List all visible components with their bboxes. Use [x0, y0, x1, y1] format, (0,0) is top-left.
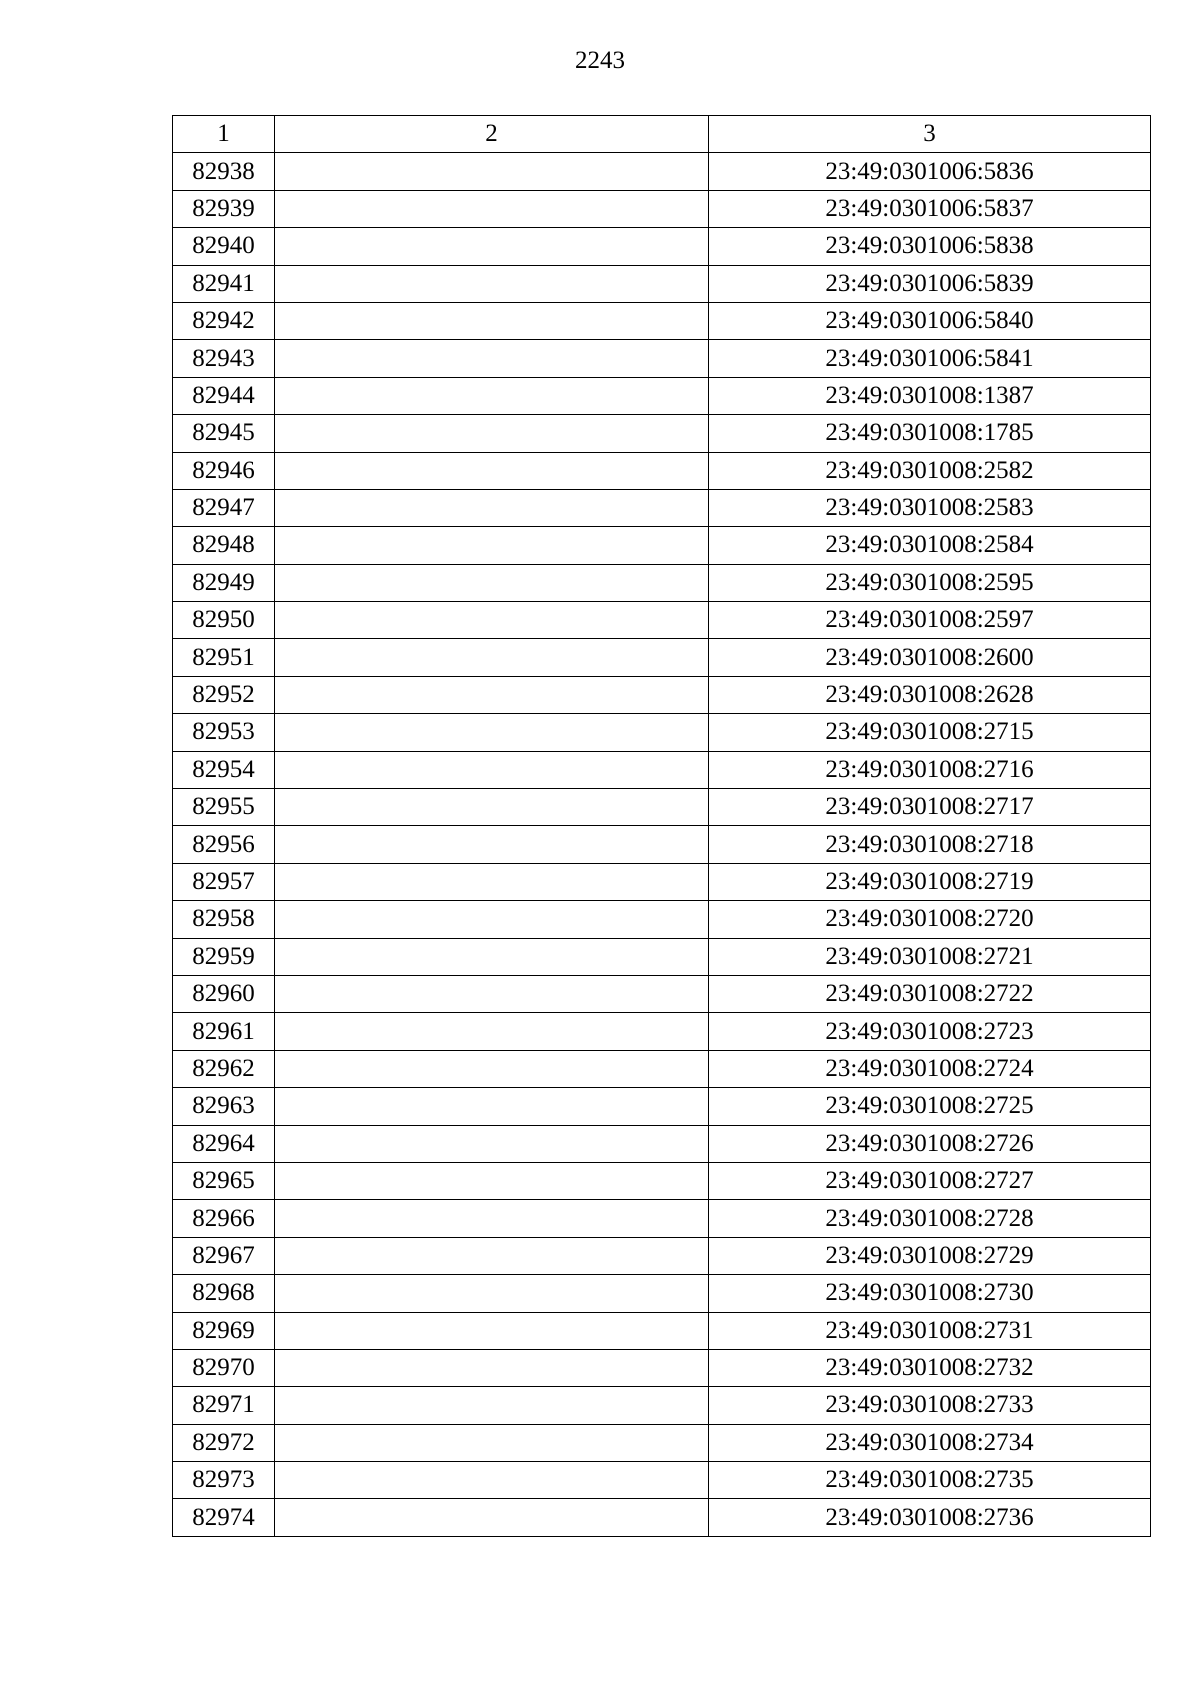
- table-row: [173, 863, 1151, 900]
- cell-row-number: 82951: [173, 639, 275, 676]
- table-row: [173, 377, 1151, 414]
- cell-row-number: 82974: [173, 1499, 275, 1536]
- cell-name: [275, 863, 709, 900]
- cell-row-number: 82938: [173, 153, 275, 190]
- cell-cadastral-number: 23:49:0301008:2584: [709, 527, 1151, 564]
- cell-name: [275, 302, 709, 339]
- cell-cadastral-number: 23:49:0301008:1387: [709, 377, 1151, 414]
- cell-cadastral-number: 23:49:0301006:5839: [709, 265, 1151, 302]
- table-row: [173, 826, 1151, 863]
- cell-cadastral-number: 23:49:0301008:2733: [709, 1387, 1151, 1424]
- cell-name: [275, 489, 709, 526]
- cell-cadastral-number: 23:49:0301008:2600: [709, 639, 1151, 676]
- table-row: [173, 1424, 1151, 1461]
- cell-cadastral-number: 23:49:0301006:5838: [709, 228, 1151, 265]
- cell-row-number: 82967: [173, 1237, 275, 1274]
- cell-name: [275, 1312, 709, 1349]
- cell-name: [275, 975, 709, 1012]
- cell-name: [275, 1162, 709, 1199]
- cell-cadastral-number: 23:49:0301008:2726: [709, 1125, 1151, 1162]
- table-row: [173, 751, 1151, 788]
- table-header-row: [173, 116, 1151, 153]
- page-number: 2243: [575, 47, 625, 74]
- cell-cadastral-number: 23:49:0301006:5837: [709, 190, 1151, 227]
- cell-row-number: 82961: [173, 1013, 275, 1050]
- cell-cadastral-number: 23:49:0301008:2730: [709, 1275, 1151, 1312]
- cell-name: [275, 190, 709, 227]
- cell-cadastral-number: 23:49:0301008:2717: [709, 789, 1151, 826]
- table-row: [173, 1200, 1151, 1237]
- table-row: [173, 1499, 1151, 1536]
- table-row: [173, 602, 1151, 639]
- cell-row-number: 82945: [173, 415, 275, 452]
- table-row: [173, 1349, 1151, 1386]
- cell-row-number: 82973: [173, 1462, 275, 1499]
- cell-name: [275, 377, 709, 414]
- cell-row-number: 82971: [173, 1387, 275, 1424]
- cell-row-number: 82972: [173, 1424, 275, 1461]
- cell-cadastral-number: 23:49:0301008:2722: [709, 975, 1151, 1012]
- cell-row-number: 82966: [173, 1200, 275, 1237]
- column-header-3: 3: [709, 116, 1151, 153]
- register-table: [172, 115, 1151, 1537]
- table-row: [173, 938, 1151, 975]
- table-row: [173, 1013, 1151, 1050]
- table-row: [173, 1462, 1151, 1499]
- cell-row-number: 82955: [173, 789, 275, 826]
- cell-row-number: 82950: [173, 602, 275, 639]
- table-row: [173, 975, 1151, 1012]
- table-row: [173, 1237, 1151, 1274]
- cell-cadastral-number: 23:49:0301008:2734: [709, 1424, 1151, 1461]
- cell-name: [275, 340, 709, 377]
- cell-name: [275, 564, 709, 601]
- cell-cadastral-number: 23:49:0301008:2735: [709, 1462, 1151, 1499]
- cell-row-number: 82954: [173, 751, 275, 788]
- cell-row-number: 82968: [173, 1275, 275, 1312]
- cell-name: [275, 676, 709, 713]
- cell-row-number: 82962: [173, 1050, 275, 1087]
- cell-row-number: 82963: [173, 1088, 275, 1125]
- table-row: [173, 265, 1151, 302]
- cell-cadastral-number: 23:49:0301008:2721: [709, 938, 1151, 975]
- cell-cadastral-number: 23:49:0301006:5841: [709, 340, 1151, 377]
- cell-row-number: 82956: [173, 826, 275, 863]
- cell-row-number: 82960: [173, 975, 275, 1012]
- table-row: [173, 1125, 1151, 1162]
- table-row: [173, 1162, 1151, 1199]
- table-row: [173, 302, 1151, 339]
- table-row: [173, 564, 1151, 601]
- cell-name: [275, 1275, 709, 1312]
- cell-row-number: 82959: [173, 938, 275, 975]
- cell-name: [275, 1125, 709, 1162]
- column-header-1: 1: [173, 116, 275, 153]
- cell-name: [275, 901, 709, 938]
- cell-name: [275, 1387, 709, 1424]
- cell-cadastral-number: 23:49:0301006:5840: [709, 302, 1151, 339]
- cell-cadastral-number: 23:49:0301008:2731: [709, 1312, 1151, 1349]
- cell-name: [275, 1424, 709, 1461]
- cell-row-number: 82958: [173, 901, 275, 938]
- cell-name: [275, 1462, 709, 1499]
- table-row: [173, 527, 1151, 564]
- table-row: [173, 789, 1151, 826]
- table-row: [173, 714, 1151, 751]
- cell-cadastral-number: 23:49:0301008:2719: [709, 863, 1151, 900]
- cell-row-number: 82969: [173, 1312, 275, 1349]
- cell-cadastral-number: 23:49:0301008:2628: [709, 676, 1151, 713]
- table-row: [173, 489, 1151, 526]
- cell-row-number: 82943: [173, 340, 275, 377]
- cell-name: [275, 1349, 709, 1386]
- cell-cadastral-number: 23:49:0301008:2732: [709, 1349, 1151, 1386]
- cell-row-number: 82965: [173, 1162, 275, 1199]
- cell-cadastral-number: 23:49:0301008:2718: [709, 826, 1151, 863]
- cell-name: [275, 1013, 709, 1050]
- table-row: [173, 1050, 1151, 1087]
- cell-cadastral-number: 23:49:0301008:2716: [709, 751, 1151, 788]
- cell-name: [275, 639, 709, 676]
- cell-name: [275, 789, 709, 826]
- cell-cadastral-number: 23:49:0301008:2725: [709, 1088, 1151, 1125]
- cell-name: [275, 228, 709, 265]
- cell-row-number: 82939: [173, 190, 275, 227]
- cell-cadastral-number: 23:49:0301008:2715: [709, 714, 1151, 751]
- cell-row-number: 82948: [173, 527, 275, 564]
- cell-name: [275, 938, 709, 975]
- cell-name: [275, 1088, 709, 1125]
- cell-row-number: 82947: [173, 489, 275, 526]
- table-row: [173, 228, 1151, 265]
- cell-name: [275, 1050, 709, 1087]
- cell-name: [275, 1237, 709, 1274]
- table-body: [173, 153, 1151, 1536]
- table-row: [173, 415, 1151, 452]
- cell-cadastral-number: 23:49:0301008:2728: [709, 1200, 1151, 1237]
- cell-row-number: 82941: [173, 265, 275, 302]
- cell-name: [275, 602, 709, 639]
- cell-row-number: 82952: [173, 676, 275, 713]
- table-row: [173, 639, 1151, 676]
- table-row: [173, 676, 1151, 713]
- cell-row-number: 82940: [173, 228, 275, 265]
- table-row: [173, 901, 1151, 938]
- table-row: [173, 190, 1151, 227]
- cell-row-number: 82964: [173, 1125, 275, 1162]
- cell-cadastral-number: 23:49:0301008:2723: [709, 1013, 1151, 1050]
- cell-cadastral-number: 23:49:0301008:2582: [709, 452, 1151, 489]
- cell-name: [275, 415, 709, 452]
- cell-row-number: 82942: [173, 302, 275, 339]
- table-row: [173, 1312, 1151, 1349]
- cell-row-number: 82946: [173, 452, 275, 489]
- cell-name: [275, 826, 709, 863]
- cell-cadastral-number: 23:49:0301006:5836: [709, 153, 1151, 190]
- cell-cadastral-number: 23:49:0301008:2724: [709, 1050, 1151, 1087]
- cell-cadastral-number: 23:49:0301008:2583: [709, 489, 1151, 526]
- table-row: [173, 153, 1151, 190]
- column-header-2: 2: [275, 116, 709, 153]
- table-row: [173, 340, 1151, 377]
- cell-name: [275, 714, 709, 751]
- cell-cadastral-number: 23:49:0301008:2729: [709, 1237, 1151, 1274]
- cell-name: [275, 1200, 709, 1237]
- cell-name: [275, 265, 709, 302]
- cell-cadastral-number: 23:49:0301008:2736: [709, 1499, 1151, 1536]
- table-row: [173, 1387, 1151, 1424]
- cell-cadastral-number: 23:49:0301008:2720: [709, 901, 1151, 938]
- cell-cadastral-number: 23:49:0301008:2597: [709, 602, 1151, 639]
- cell-name: [275, 751, 709, 788]
- table-row: [173, 1275, 1151, 1312]
- cell-row-number: 82949: [173, 564, 275, 601]
- table-row: [173, 452, 1151, 489]
- cell-cadastral-number: 23:49:0301008:2595: [709, 564, 1151, 601]
- cell-name: [275, 153, 709, 190]
- cell-name: [275, 1499, 709, 1536]
- cell-row-number: 82957: [173, 863, 275, 900]
- cell-cadastral-number: 23:49:0301008:2727: [709, 1162, 1151, 1199]
- cell-name: [275, 527, 709, 564]
- table-row: [173, 1088, 1151, 1125]
- cell-row-number: 82953: [173, 714, 275, 751]
- cell-name: [275, 452, 709, 489]
- cell-row-number: 82970: [173, 1349, 275, 1386]
- cell-row-number: 82944: [173, 377, 275, 414]
- cell-cadastral-number: 23:49:0301008:1785: [709, 415, 1151, 452]
